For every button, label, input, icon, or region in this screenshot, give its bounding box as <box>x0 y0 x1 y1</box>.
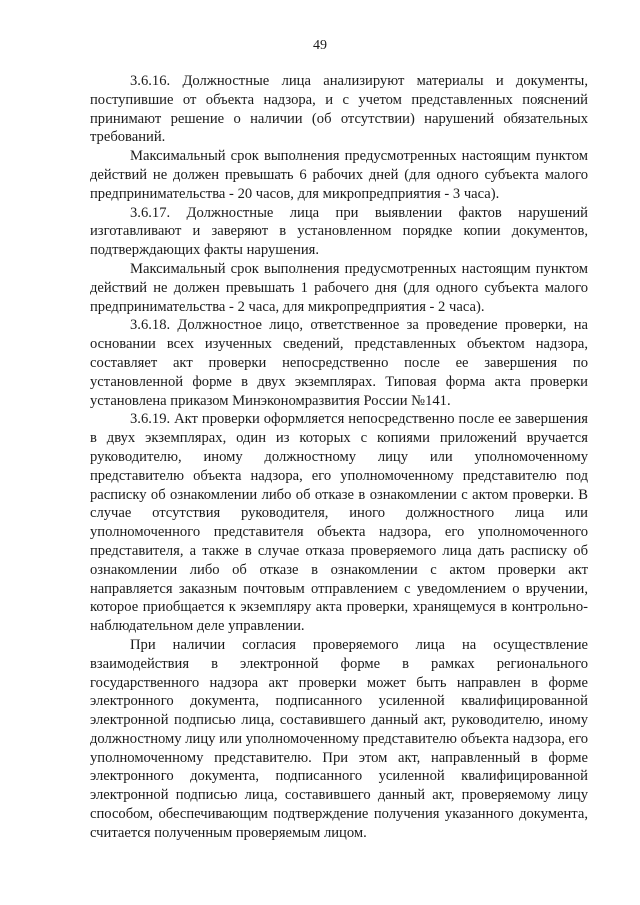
paragraph-3-6-16-deadline: Максимальный срок выполнения предусмотренных настоящим пунктом действий не должен превышать 6 рабочих дней (для одного субъекта малого предпринимательства - 20 часов, для микропредприятия - 3 часа). <box>90 148 588 202</box>
document-body <box>90 72 588 843</box>
page-number: 49 <box>313 38 327 53</box>
paragraph-3-6-18: 3.6.18. Должностное лицо, ответственное за проведение проверки, на основании всех изученных сведений, представленных объектом надзора, составляет акт проверки непосредственно после ее завершения по установленной форме в двух экземплярах. Типовая форма акта проверки установлена приказом Минэкономразвития России №141. <box>90 317 588 409</box>
paragraph-3-6-17-deadline: Максимальный срок выполнения предусмотренных настоящим пунктом действий не должен превышать 1 рабочего дня (для одного субъекта малого предпринимательства - 2 часа, для микропредприятия - 2 часа). <box>90 260 588 315</box>
paragraph-3-6-19: 3.6.19. Акт проверки оформляется непосредственно после ее завершения в двух экземплярах, один из которых с копиями приложений вручается руководителю, иному должностному лицу или уполномоченному представителю объекта надзора, его уполномоченному представителю под расписку об ознакомлении либо об отказе в ознакомлении с актом проверки. В случае отсутствия руководителя, иного должностного лица или уполномоченного представителя объекта надзора, его уполномоченного представителя, а также в случае отказа проверяемого лица дать расписку об ознакомлении либо об отказе в ознакомлении с актом проверки акт направляется заказным почтовым отправлением с уведомлением о вручении, которое приобщается к экземпляру акта проверки, хранящемуся в контрольно-наблюдательном деле управлении. <box>90 411 588 635</box>
paragraph-3-6-16: 3.6.16. Должностные лица анализируют материалы и документы, поступившие от объекта надзора, и с учетом представленных пояснений принимают решение о наличии (об отсутствии) нарушений обязательных требований. <box>90 73 588 146</box>
paragraph-3-6-17: 3.6.17. Должностные лица при выявлении фактов нарушений изготавливают и заверяют в установленном порядке копии документов, подтверждающих факты нарушения. <box>90 204 588 259</box>
paragraph-electronic-form: При наличии согласия проверяемого лица на осуществление взаимодействия в электронной форме в рамках регионального государственного надзора акт проверки может быть направлен в форме электронного документа, подписанного усиленной квалифицированной электронной подписью лица, составившего данный акт, руководителю, иному должностному лицу или уполномоченному представителю объекта надзора, его уполномоченному представителю. При этом акт, направленный в форме электронного документа, подписанного усиленной квалифицированной электронной подписью лица, составившего данный акт, проверяемому лицу способом, обеспечивающим подтверждение получения указанного документа, считается полученным проверяемым лицом. <box>90 636 588 841</box>
